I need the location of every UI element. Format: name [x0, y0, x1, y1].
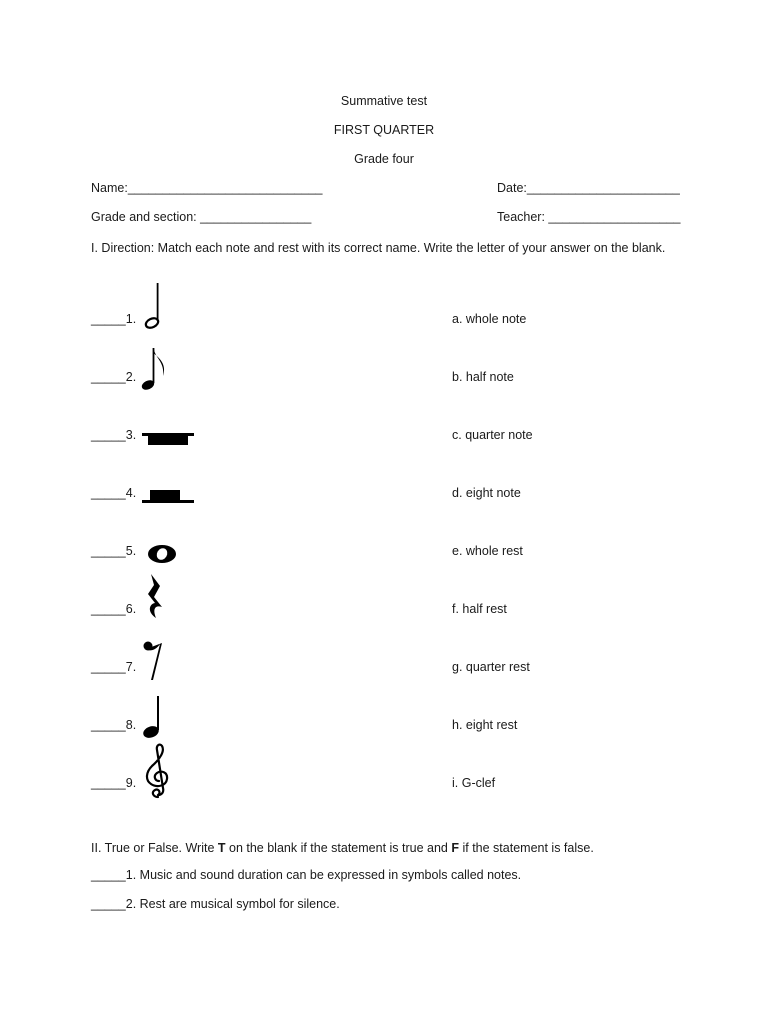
choice-label: d. eight note: [452, 486, 521, 500]
matching-item: [0, 568, 768, 626]
whole-rest-icon: [138, 394, 198, 452]
item-number: _____8.: [91, 718, 137, 732]
false-letter: F: [451, 841, 460, 855]
choice-label: g. quarter rest: [452, 660, 530, 674]
item-number: _____2.: [91, 370, 137, 384]
g-clef-icon: [138, 742, 198, 800]
matching-item: [0, 394, 768, 452]
part2-direction: [91, 839, 671, 858]
quarter-heading: FIRST QUARTER: [333, 123, 435, 137]
choice-label: i. G-clef: [452, 776, 496, 790]
matching-item: [0, 452, 768, 510]
item-number: _____1.: [91, 312, 137, 326]
choice-label: a. whole note: [452, 312, 527, 326]
direction-text: on the blank if the statement is true and: [225, 841, 452, 855]
matching-item: [0, 510, 768, 568]
choice-label: e. whole rest: [452, 544, 523, 558]
matching-item: [0, 684, 768, 742]
eighth-rest-icon: [138, 626, 198, 684]
grade-section-field: Grade and section: ________________: [91, 210, 312, 224]
true-letter: T: [217, 841, 226, 855]
choice-label: b. half note: [452, 370, 514, 384]
true-false-item: _____2. Rest are musical symbol for silence.: [91, 897, 340, 911]
item-number: _____9.: [91, 776, 137, 790]
teacher-field: Teacher: ___________________: [497, 210, 681, 224]
part1-direction: I. Direction: Match each note and rest with its correct name. Write the letter of your answer on the blank.: [91, 241, 666, 255]
matching-item: [0, 336, 768, 394]
direction-text: if the statement is false.: [459, 841, 594, 855]
whole-note-icon: [138, 510, 198, 568]
true-false-item: _____1. Music and sound duration can be expressed in symbols called notes.: [91, 868, 522, 882]
item-number: _____5.: [91, 544, 137, 558]
half-note-icon: [138, 278, 198, 336]
grade-heading: Grade four: [354, 152, 414, 166]
choice-label: h. eight rest: [452, 718, 518, 732]
quarter-note-icon: [138, 684, 198, 742]
choice-label: c. quarter note: [452, 428, 533, 442]
half-rest-icon: [138, 452, 198, 510]
name-field: Name:____________________________: [91, 181, 323, 195]
test-title: Summative test: [340, 94, 428, 108]
item-number: _____3.: [91, 428, 137, 442]
eighth-note-icon: [138, 336, 198, 394]
item-number: _____7.: [91, 660, 137, 674]
item-number: _____4.: [91, 486, 137, 500]
choice-label: f. half rest: [452, 602, 507, 616]
item-number: _____6.: [91, 602, 137, 616]
matching-item: [0, 742, 768, 800]
quarter-rest-icon: [138, 568, 198, 626]
matching-item: [0, 626, 768, 684]
matching-item: [0, 278, 768, 336]
date-field: Date:______________________: [497, 181, 680, 195]
direction-text: II. True or False. Write: [91, 841, 218, 855]
